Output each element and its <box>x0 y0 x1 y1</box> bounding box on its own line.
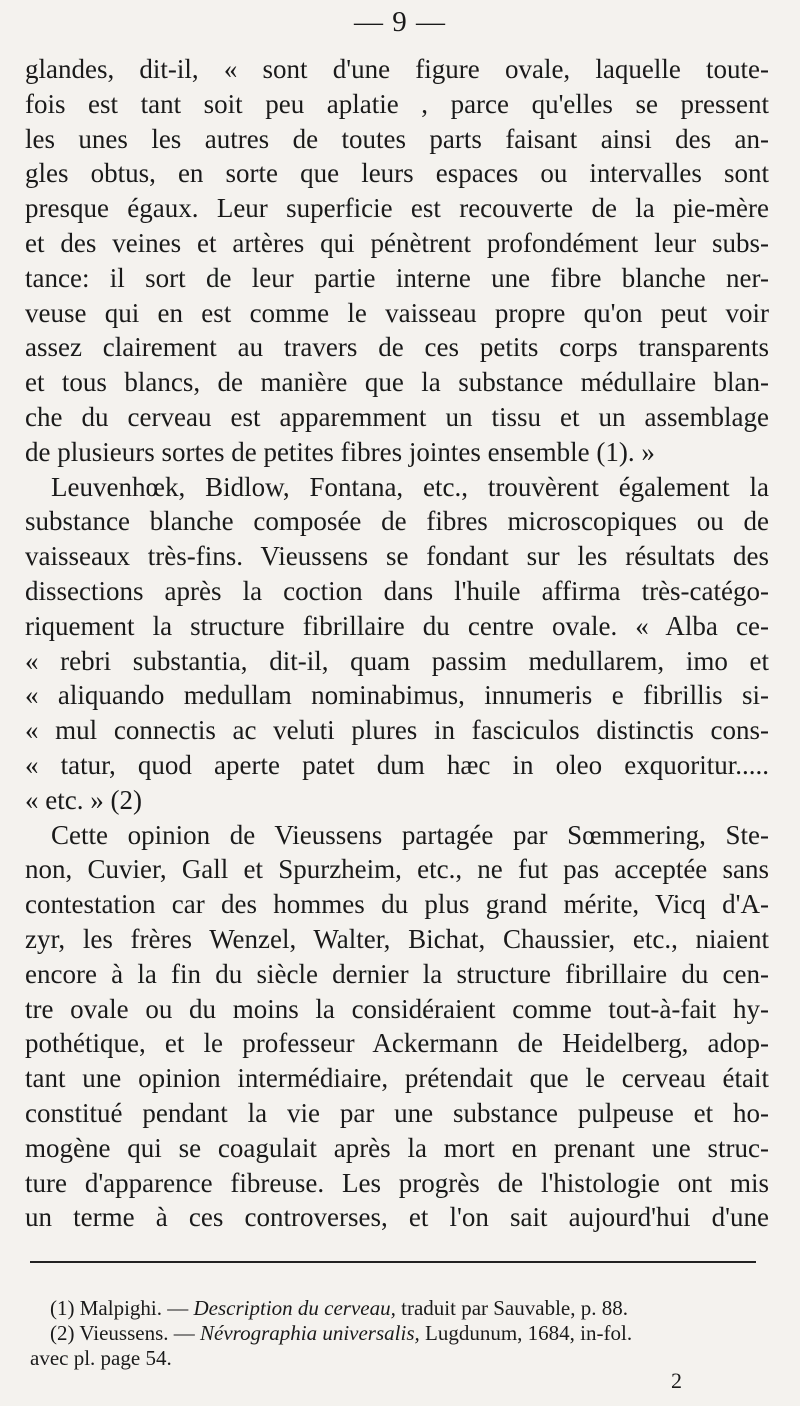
text-line: encore à la fin du siècle dernier la structure fibrillaire du cen- <box>25 958 769 989</box>
footnote-1 <box>30 1296 770 1321</box>
text-line: fois est tant soit peu aplatie , parce qu'elles se pressent <box>25 88 769 119</box>
text-line: de plusieurs sortes de petites fibres jointes ensemble (1). » <box>25 436 655 467</box>
text-line: tance: il sort de leur partie interne une fibre blanche ner- <box>25 262 769 293</box>
text-line: « etc. » (2) <box>25 784 142 815</box>
text-line: tant une opinion intermédiaire, prétendait que le cerveau était <box>25 1063 769 1094</box>
text-line: contestation car des hommes du plus grand mérite, Vicq d'A- <box>25 889 769 920</box>
text-line: riquement la structure fibrillaire du centre ovale. « Alba ce- <box>25 610 769 641</box>
footnote-marker: (2) <box>50 1321 75 1345</box>
footnote-title: Névrographia universalis, <box>200 1321 420 1345</box>
text-line: « aliquando medullam nominabimus, innumeris e fibrillis si- <box>25 680 769 711</box>
page-number: — 9 — <box>354 6 446 38</box>
text-line: « rebri substantia, dit-il, quam passim medullarem, imo et <box>25 645 769 676</box>
text-line: assez clairement au travers de ces petits corps transparents <box>25 332 769 363</box>
text-line: Cette opinion de Vieussens partagée par Sœmmering, Ste- <box>51 819 769 850</box>
footnote-2 <box>30 1321 770 1346</box>
text-line: pothétique, et le professeur Ackermann de Heidelberg, adop- <box>25 1028 769 1059</box>
text-line: et tous blancs, de manière que la substance médullaire blan- <box>25 367 769 398</box>
text-line: veuse qui en est comme le vaisseau propre qu'on peut voir <box>25 297 769 328</box>
text-line: les unes les autres de toutes parts faisant ainsi des an- <box>25 123 769 154</box>
text-line: gles obtus, en sorte que leurs espaces ou intervalles sont <box>25 158 769 189</box>
footnotes <box>30 1296 770 1371</box>
text-line: tre ovale ou du moins la considéraient comme tout-à-fait hy- <box>25 993 769 1024</box>
footnote-2-continuation: avec pl. page 54. <box>30 1346 172 1370</box>
text-line: ture d'apparence fibreuse. Les progrès de l'histologie ont mis <box>25 1167 769 1198</box>
footnote-title: Description du cerveau, <box>193 1296 396 1320</box>
text-line: non, Cuvier, Gall et Spurzheim, etc., ne fut pas acceptée sans <box>25 854 769 885</box>
body-text <box>25 52 769 1235</box>
text-line: glandes, dit-il, « sont d'une figure ovale, laquelle toute- <box>25 54 769 84</box>
text-line: presque égaux. Leur superficie est recouverte de la pie-mère <box>25 193 769 224</box>
text-line: dissections après la coction dans l'huile affirma très-catégo- <box>25 575 769 606</box>
text-line: vaisseaux très-fins. Vieussens se fondant sur les résultats des <box>25 541 769 572</box>
text-line: « mul connectis ac veluti plures in fasciculos distinctis cons- <box>25 715 769 746</box>
footnote-marker: (1) <box>50 1296 75 1320</box>
text-line: constitué pendant la vie par une substance pulpeuse et ho- <box>25 1097 769 1128</box>
text-line: che du cerveau est apparemment un tissu et un assemblage <box>25 401 769 432</box>
signature-mark: 2 <box>671 1368 682 1393</box>
footnote-details: Lugdunum, 1684, in-fol. <box>425 1321 633 1345</box>
footnote-divider <box>30 1261 756 1263</box>
footnote-details: traduit par Sauvable, p. 88. <box>401 1296 628 1320</box>
footnote-author: Vieussens. — <box>79 1321 195 1345</box>
text-line: un terme à ces controverses, et l'on sait aujourd'hui d'une <box>25 1202 769 1233</box>
text-line: Leuvenhœk, Bidlow, Fontana, etc., trouvèrent également la <box>51 471 769 502</box>
text-line: zyr, les frères Wenzel, Walter, Bichat, Chaussier, etc., niaient <box>25 923 769 954</box>
text-line: substance blanche composée de fibres microscopiques ou de <box>25 506 769 537</box>
footnote-author: Malpighi. — <box>79 1296 189 1320</box>
text-line: mogène qui se coagulait après la mort en prenant une struc- <box>25 1132 769 1163</box>
text-line: « tatur, quod aperte patet dum hæc in oleo exquoritur..... <box>25 749 769 780</box>
text-line: et des veines et artères qui pénètrent profondément leur subs- <box>25 227 769 258</box>
